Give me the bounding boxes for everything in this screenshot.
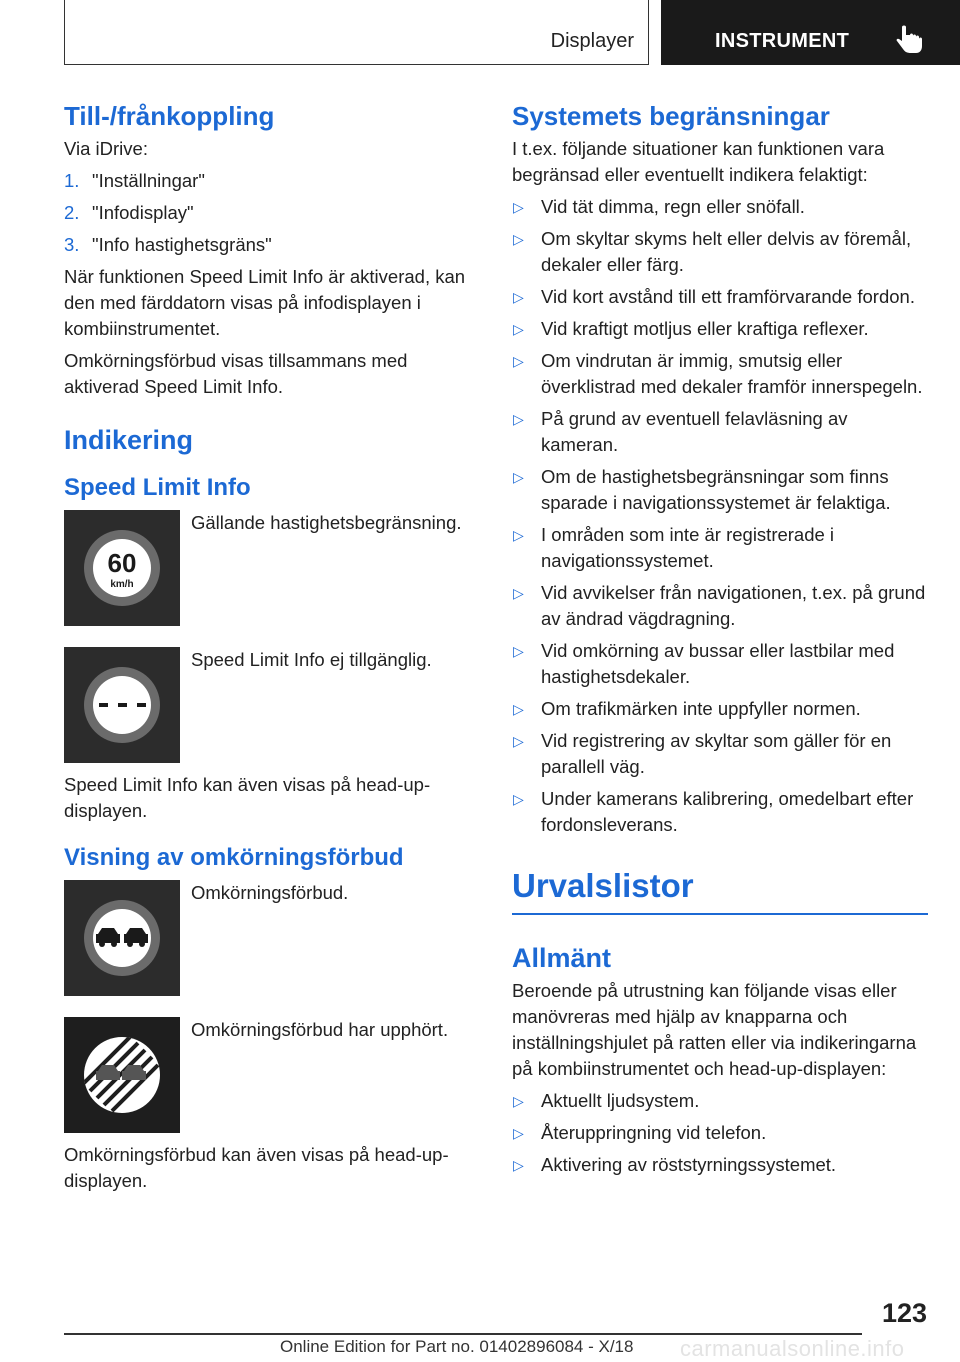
list-item: ▷ Vid omkörning av bussar eller lastbilar med hastighetsdekaler. (512, 638, 928, 690)
steps-list (64, 168, 480, 258)
paragraph: Omkörningsförbud visas tillsammans med aktiverad Speed Limit Info. (64, 350, 408, 397)
speed-unit: km/h (110, 579, 134, 590)
chapter-tab (661, 0, 960, 65)
no-overtaking-sign-icon (64, 880, 180, 996)
paragraph: I t.ex. följande situationer kan funktionen vara begränsad eller eventuellt indikera felaktigt: (512, 138, 885, 185)
chapter-tab-label: INSTRUMENT (715, 30, 850, 52)
list-item: 1. "Inställningar" (64, 170, 205, 191)
sign-row (64, 880, 480, 996)
limitations-list (512, 194, 928, 838)
triangle-bullet-icon: ▷ (513, 321, 524, 337)
triangle-bullet-icon: ▷ (513, 353, 524, 369)
list-item: ▷ Om trafikmärken inte uppfyller normen. (512, 696, 928, 722)
heading-lists: Urvalslistor (512, 867, 694, 904)
triangle-bullet-icon: ▷ (513, 791, 524, 807)
page-number: 123 (881, 1298, 927, 1328)
heading-general: Allmänt (512, 943, 612, 973)
list-item: ▷ Aktivering av röststyrningssystemet. (512, 1152, 928, 1178)
no-info-sign-icon (64, 647, 180, 763)
triangle-bullet-icon: ▷ (513, 733, 524, 749)
triangle-bullet-icon: ▷ (513, 643, 524, 659)
list-item: ▷ Aktuellt ljudsystem. (512, 1088, 928, 1114)
list-item: 2. "Infodisplay" (64, 202, 194, 223)
right-column (512, 100, 928, 1178)
list-item: ▷ På grund av eventuell felavläsning av kameran. (512, 406, 928, 458)
paragraph: Omkörningsförbud kan även visas på head-up-displayen. (64, 1144, 449, 1191)
list-item: ▷ I områden som inte är registrerade i navigationssystemet. (512, 522, 928, 574)
edition-text: Online Edition for Part no. 01402896084 - X/18 (280, 1337, 634, 1356)
triangle-bullet-icon: ▷ (513, 1157, 524, 1173)
heading-indikering: Indikering (64, 425, 194, 455)
paragraph: Speed Limit Info kan även visas på head-up-displayen. (64, 774, 431, 821)
list-item: ▷ Vid kraftigt motljus eller kraftiga reflexer. (512, 316, 928, 342)
end-no-overtaking-sign-icon (64, 1017, 180, 1133)
section-tab (64, 0, 649, 65)
speed-value: 60 (107, 548, 137, 578)
triangle-bullet-icon: ▷ (513, 199, 524, 215)
section-tab-label: Displayer (550, 30, 634, 52)
heading-overtaking: Visning av omkörningsförbud (64, 844, 404, 871)
via-text: Via iDrive: (64, 138, 148, 159)
paragraph: Beroende på utrustning kan följande visas eller manövreras med hjälp av knapparna och inställningshjulet på ratten eller via indikeringarna på kombiinstrumentet och head-up-displayen: (512, 980, 917, 1079)
sign-caption: Omkörningsförbud. (191, 882, 349, 903)
triangle-bullet-icon: ▷ (513, 1125, 524, 1141)
list-item: ▷ Vid tät dimma, regn eller snöfall. (512, 194, 928, 220)
paragraph: När funktionen Speed Limit Info är aktiverad, kan den med färddatorn visas på infodisplayen i kombiinstrumentet. (64, 266, 466, 339)
triangle-bullet-icon: ▷ (513, 701, 524, 717)
list-item: 3. "Info hastighetsgräns" (64, 234, 272, 255)
triangle-bullet-icon: ▷ (513, 231, 524, 247)
sign-row (64, 647, 480, 763)
sign-caption: Gällande hastighetsbegränsning. (191, 512, 462, 533)
triangle-bullet-icon: ▷ (513, 411, 524, 427)
list-item: ▷ Om skyltar skyms helt eller delvis av föremål, dekaler eller färg. (512, 226, 928, 278)
list-item: ▷ Om de hastighetsbegränsningar som finns sparade i navigationssystemet är felaktiga. (512, 464, 928, 516)
list-item: ▷ Under kamerans kalibrering, omedelbart efter fordonsleverans. (512, 786, 928, 838)
heading-limitations: Systemets begränsningar (512, 101, 830, 131)
list-item: ▷ Vid kort avstånd till ett framförvarande fordon. (512, 284, 928, 310)
speed-limit-sign-icon (64, 510, 180, 626)
triangle-bullet-icon: ▷ (513, 1093, 524, 1109)
heading-underline (512, 913, 928, 915)
heading-toggle: Till-/frånkoppling (64, 101, 275, 131)
general-list (512, 1088, 928, 1178)
triangle-bullet-icon: ▷ (513, 585, 524, 601)
sign-row (64, 510, 480, 626)
left-column (64, 100, 480, 1194)
footer-divider (64, 1333, 862, 1335)
heading-speed-limit-info: Speed Limit Info (64, 474, 251, 501)
triangle-bullet-icon: ▷ (513, 289, 524, 305)
sign-caption: Omkörningsförbud har upphört. (191, 1019, 449, 1040)
pointing-hand-icon (896, 25, 924, 55)
triangle-bullet-icon: ▷ (513, 527, 524, 543)
sign-row (64, 1017, 480, 1133)
list-item: ▷ Vid registrering av skyltar som gäller för en parallell väg. (512, 728, 928, 780)
list-item: ▷ Vid avvikelser från navigationen, t.ex. på grund av ändrad vägdragning. (512, 580, 928, 632)
sign-caption: Speed Limit Info ej tillgänglig. (191, 649, 432, 670)
list-item: ▷ Om vindrutan är immig, smutsig eller överklistrad med dekaler framför innerspegeln. (512, 348, 928, 400)
watermark: carmanualsonline.info (680, 1336, 905, 1361)
triangle-bullet-icon: ▷ (513, 469, 524, 485)
list-item: ▷ Återuppringning vid telefon. (512, 1120, 928, 1146)
